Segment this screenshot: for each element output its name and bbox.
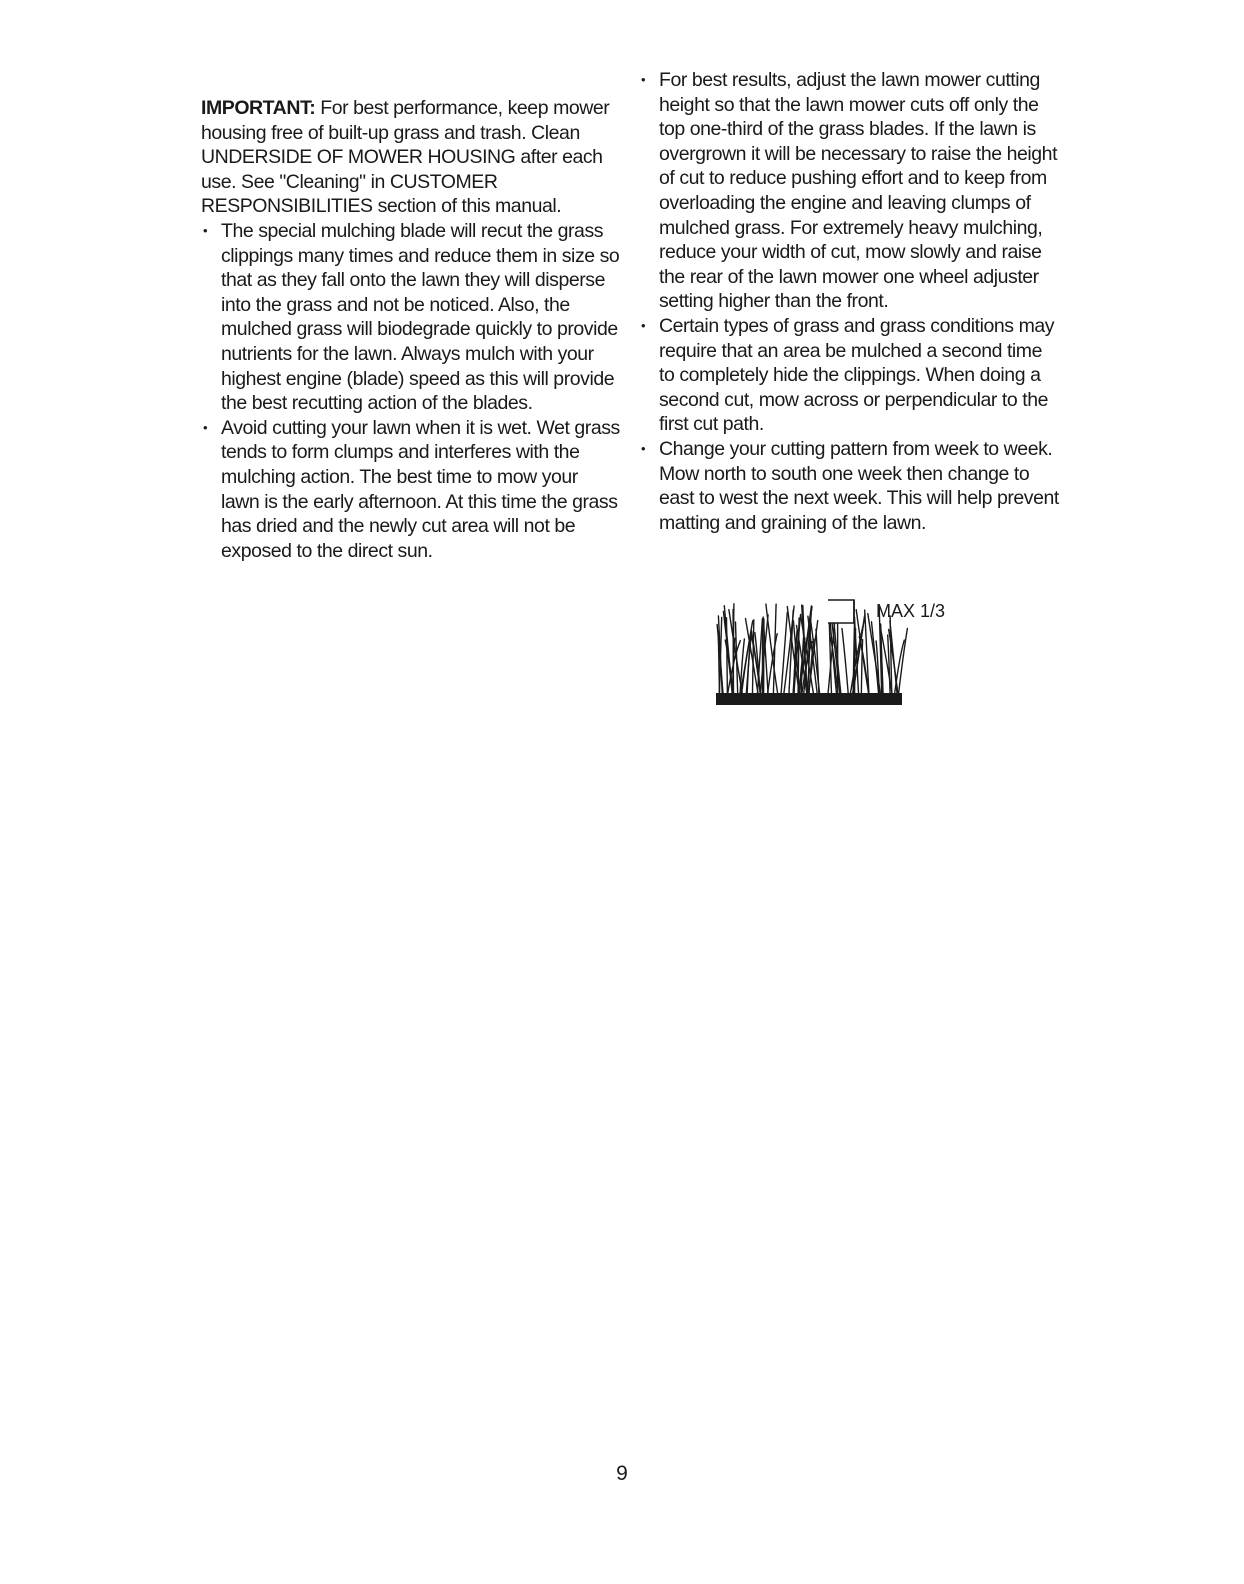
max-one-third-label: MAX 1/3 xyxy=(876,601,946,621)
list-item xyxy=(639,68,1059,314)
grass-blade xyxy=(727,618,728,697)
important-text: For best performance, keep mower housing free of built-up grass and trash. Clean UNDERSIDE OF MOWER HOUSING after each use. See "Cleaning" in CUSTOMER RESPONSIBILITIES section of this manual. xyxy=(201,97,610,218)
grass-blade xyxy=(842,629,849,697)
bullet-icon: • xyxy=(641,72,646,87)
right-bullet-list xyxy=(639,68,1059,535)
list-item xyxy=(639,437,1059,535)
grass-blade xyxy=(723,611,733,697)
bullet-icon: • xyxy=(203,222,208,238)
list-item xyxy=(201,219,621,416)
grass-blade xyxy=(767,634,777,697)
important-label: IMPORTANT: xyxy=(201,97,316,119)
list-item-text: Avoid cutting your lawn when it is wet. Wet grass tends to form clumps and interferes with the mulching action. The best time to mow your lawn is the early afternoon. At this time the grass has dried and the newly cut area will not be exposed to the direct sun. xyxy=(221,416,620,562)
left-column xyxy=(201,96,621,563)
page-number: 9 xyxy=(616,1462,628,1485)
list-item-text: The special mulching blade will recut the grass clippings many times and reduce them in size so that as they fall onto the lawn they will disperse into the grass and not be noticed. Also, the mulched grass will biodegrade quickly to provide nutrients for the lawn. Always mulch with your highest engine (blade) speed as this will provide the best recutting action of the blades. xyxy=(221,219,620,415)
important-paragraph xyxy=(201,96,621,219)
grass-blade xyxy=(781,612,788,697)
right-column xyxy=(639,68,1059,535)
bullet-icon: • xyxy=(203,419,208,435)
list-item xyxy=(201,416,621,564)
list-item-text: Certain types of grass and grass conditions may require that an area be mulched a second time to completely hide the clippings. When doing a second cut, mow across or perpendicular to the first cut path. xyxy=(659,314,1055,436)
grass-figure xyxy=(716,597,966,709)
list-item-text: For best results, adjust the lawn mower cutting height so that the lawn mower cuts off only the top one-third of the grass blades. If the lawn is overgrown it will be necessary to raise the height of cut to reduce pushing effort and to keep from overloading the engine and leaving clumps of mulched grass. For extremely heavy mulching, reduce your width of cut, mow slowly and raise the rear of the lawn mower one wheel adjuster setting higher than the front. xyxy=(659,69,1058,313)
bullet-icon: • xyxy=(641,317,646,333)
list-item-text: Change your cutting pattern from week to week. Mow north to south one week then change to east to west the next week. This will help prevent matting and graining of the lawn. xyxy=(659,437,1059,534)
bullet-icon: • xyxy=(641,440,646,456)
left-bullet-list xyxy=(201,219,621,563)
list-item xyxy=(639,314,1059,437)
grass-blade xyxy=(736,622,738,697)
